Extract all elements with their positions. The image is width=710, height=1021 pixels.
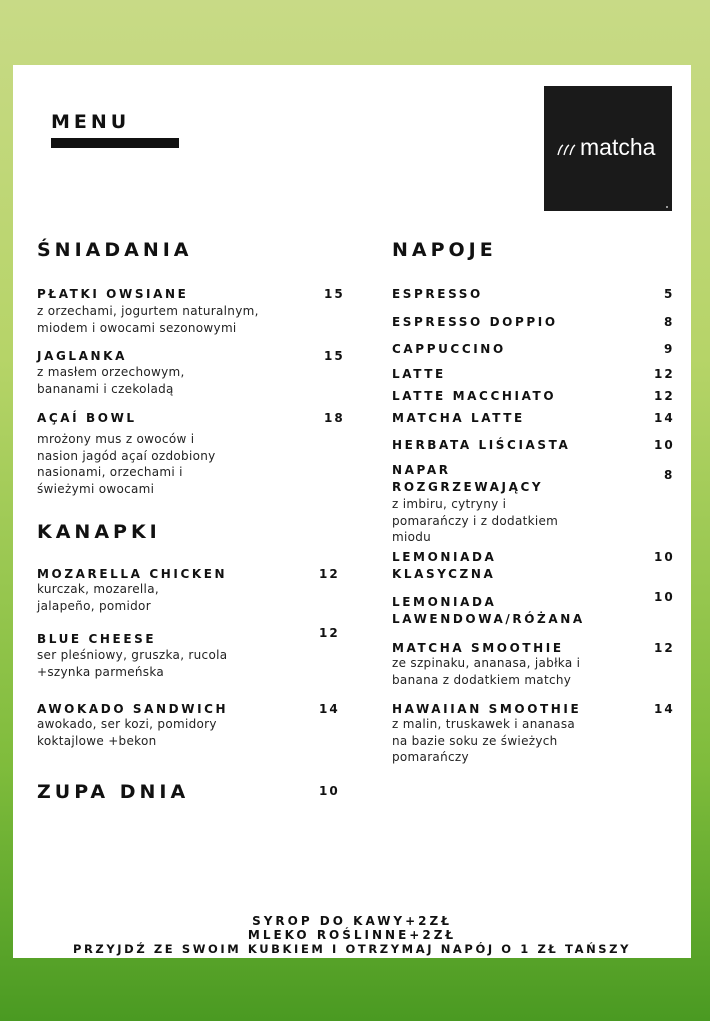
menu-item-name: ESPRESSO bbox=[392, 287, 483, 301]
menu-title: MENU bbox=[51, 111, 131, 133]
menu-item-price: 15 bbox=[324, 349, 345, 363]
menu-item-name: PŁATKI OWSIANE bbox=[37, 287, 189, 301]
menu-item-name: NAPAR ROZGRZEWAJĄCY bbox=[392, 463, 544, 494]
menu-item-description: z masłem orzechowym, bananami i czekoladą bbox=[37, 365, 185, 396]
logo-text: matcha bbox=[580, 134, 656, 160]
matcha-whisk-icon bbox=[556, 143, 578, 157]
menu-item-name: ESPRESSO DOPPIO bbox=[392, 315, 558, 329]
menu-title-underline bbox=[51, 138, 179, 148]
section-title-sniadania: ŚNIADANIA bbox=[37, 239, 193, 261]
menu-card bbox=[13, 65, 691, 958]
menu-item-name: LEMONIADA LAWENDOWA/RÓŻANA bbox=[392, 595, 585, 626]
menu-item-description: z imbiru, cytryny i pomarańczy i z dodatkiem miodu bbox=[392, 497, 559, 544]
menu-item-price: 10 bbox=[654, 550, 675, 564]
footer-line-own-cup: PRZYJDŹ ZE SWOIM KUBKIEM I OTRZYMAJ NAPÓJ O 1 ZŁ TAŃSZY bbox=[72, 942, 632, 956]
menu-item-name: HAWAIIAN SMOOTHIE bbox=[392, 702, 582, 716]
section-title-kanapki: KANAPKI bbox=[37, 521, 161, 543]
menu-item-price: 5 bbox=[664, 287, 675, 301]
menu-item-price: 12 bbox=[654, 389, 675, 403]
menu-item-price: 10 bbox=[654, 438, 675, 452]
section-title-napoje: NAPOJE bbox=[392, 239, 497, 261]
menu-item-price: 18 bbox=[324, 411, 345, 425]
footer-line-plant-milk: MLEKO ROŚLINNE+2ZŁ bbox=[247, 928, 457, 942]
section-title-zupa: ZUPA DNIA bbox=[37, 781, 190, 803]
menu-item-price: 12 bbox=[319, 626, 340, 640]
menu-item-price: 10 bbox=[319, 784, 340, 798]
menu-item-name: AÇAÍ BOWL bbox=[37, 411, 137, 425]
menu-item-price: 12 bbox=[654, 641, 675, 655]
menu-item-description: ze szpinaku, ananasa, jabłka i banana z dodatkiem matchy bbox=[392, 656, 581, 687]
menu-item-name: JAGLANKA bbox=[37, 349, 127, 363]
menu-item-description: z orzechami, jogurtem naturalnym, miodem i owocami sezonowymi bbox=[37, 304, 259, 335]
menu-item-name: MATCHA SMOOTHIE bbox=[392, 641, 564, 655]
menu-item-name: LATTE bbox=[392, 367, 446, 381]
menu-item-name: MOZARELLA CHICKEN bbox=[37, 567, 228, 581]
menu-item-description: z malin, truskawek i ananasa na bazie soku ze świeżych pomarańczy bbox=[392, 717, 576, 764]
menu-item-name: BLUE CHEESE bbox=[37, 632, 157, 646]
menu-item-price: 14 bbox=[319, 702, 340, 716]
menu-item-price: 15 bbox=[324, 287, 345, 301]
menu-item-price: 10 bbox=[654, 590, 675, 604]
menu-item-price: 8 bbox=[664, 315, 675, 329]
menu-item-name: LEMONIADA KLASYCZNA bbox=[392, 550, 497, 581]
menu-item-description: ser pleśniowy, gruszka, rucola +szynka parmeńska bbox=[37, 648, 228, 679]
menu-item-price: 8 bbox=[664, 468, 675, 482]
menu-item-name: MATCHA LATTE bbox=[392, 411, 525, 425]
menu-item-name: CAPPUCCINO bbox=[392, 342, 506, 356]
menu-item-price: 12 bbox=[654, 367, 675, 381]
menu-item-description: kurczak, mozarella, jalapeño, pomidor bbox=[37, 582, 159, 613]
footer-line-syrup: SYROP DO KAWY+2ZŁ bbox=[252, 914, 452, 928]
menu-item-price: 12 bbox=[319, 567, 340, 581]
menu-item-price: 14 bbox=[654, 411, 675, 425]
menu-item-price: 9 bbox=[664, 342, 675, 356]
menu-item-price: 14 bbox=[654, 702, 675, 716]
menu-item-name: HERBATA LIŚCIASTA bbox=[392, 438, 571, 452]
logo-dot bbox=[666, 206, 668, 208]
menu-item-name: AWOKADO SANDWICH bbox=[37, 702, 229, 716]
menu-item-name: LATTE MACCHIATO bbox=[392, 389, 557, 403]
menu-item-description: mrożony mus z owoców i nasion jagód açaí ozdobiony nasionami, orzechami i świeżymi owocami bbox=[37, 432, 216, 496]
matcha-logo bbox=[544, 86, 672, 211]
menu-item-description: awokado, ser kozi, pomidory koktajlowe +bekon bbox=[37, 717, 217, 748]
